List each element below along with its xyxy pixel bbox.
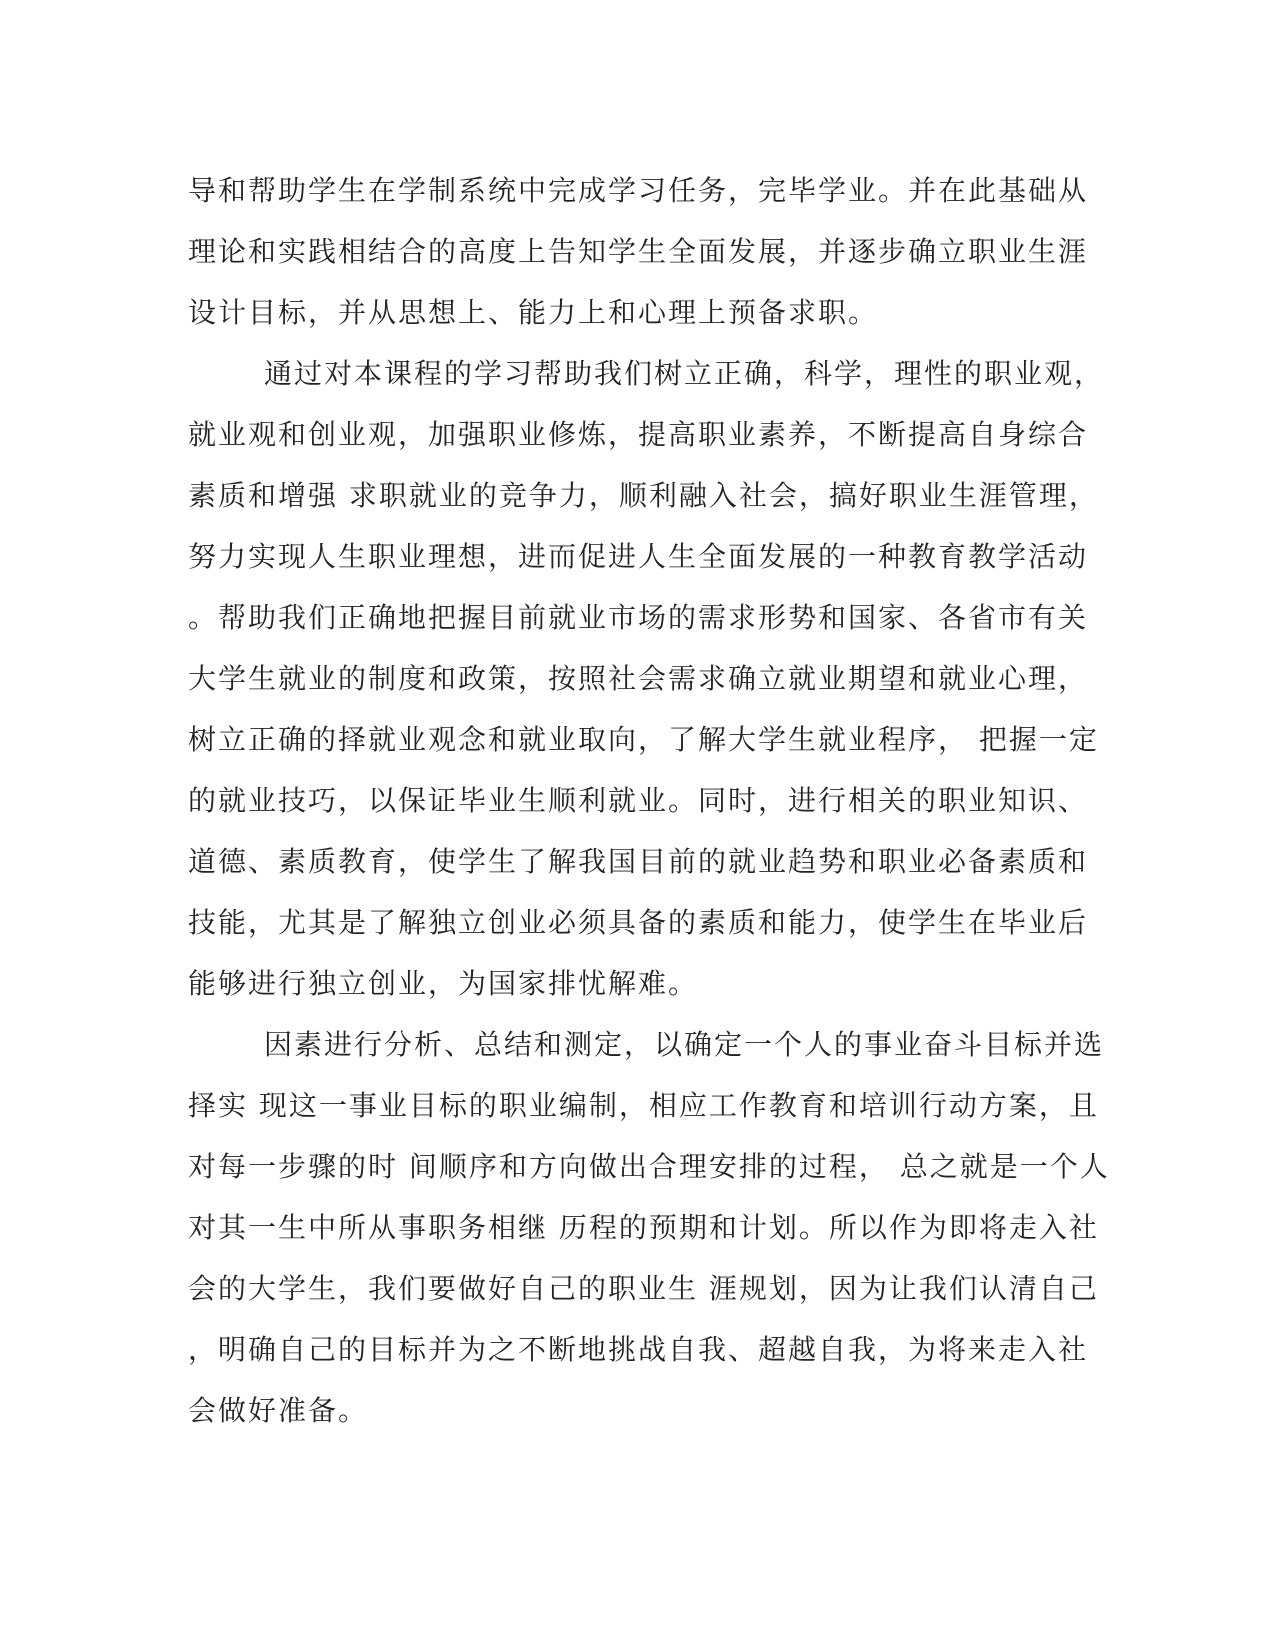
text-line: 对其一生中所从事职务相继 历程的预期和计划。所以作为即将走入社 bbox=[188, 1211, 1099, 1244]
text-line: 设计目标，并从思想上、能力上和心理上预备求职。 bbox=[188, 296, 879, 329]
text-line: 树立正确的择就业观念和就业取向，了解大学生就业程序， 把握一定 bbox=[188, 723, 1099, 756]
paragraph-start-line: 通过对本课程的学习帮助我们树立正确，科学，理性的职业观， bbox=[264, 357, 1105, 390]
text-line: 大学生就业的制度和政策，按照社会需求确立就业期望和就业心理， bbox=[188, 662, 1089, 695]
text-line: 技能，尤其是了解独立创业必须具备的素质和能力，使学生在毕业后 bbox=[188, 906, 1089, 939]
text-line: 对每一步骤的时 间顺序和方向做出合理安排的过程， 总之就是一个人 bbox=[188, 1150, 1110, 1183]
text-line: 道德、素质教育，使学生了解我国目前的就业趋势和职业必备素质和 bbox=[188, 845, 1089, 878]
text-line: 的就业技巧，以保证毕业生顺利就业。同时，进行相关的职业知识、 bbox=[188, 784, 1089, 817]
document-body bbox=[188, 160, 1110, 1441]
text-line: ，明确自己的目标并为之不断地挑战自我、超越自我，为将来走入社 bbox=[188, 1333, 1089, 1366]
text-line: 能够进行独立创业，为国家排忧解难。 bbox=[188, 967, 699, 1000]
text-line: 导和帮助学生在学制系统中完成学习任务，完毕学业。并在此基础从 bbox=[188, 174, 1089, 207]
text-line: 。帮助我们正确地把握目前就业市场的需求形势和国家、各省市有关 bbox=[188, 601, 1089, 634]
text-line: 择实 现这一事业目标的职业编制，相应工作教育和培训行动方案，且 bbox=[188, 1089, 1099, 1122]
paragraph-start-line: 因素进行分析、总结和测定，以确定一个人的事业奋斗目标并选 bbox=[264, 1028, 1105, 1061]
text-line: 努力实现人生职业理想，进而促进人生全面发展的一种教育教学活动 bbox=[188, 540, 1089, 573]
text-line: 素质和增强 求职就业的竞争力，顺利融入社会，搞好职业生涯管理， bbox=[188, 479, 1099, 512]
text-line: 就业观和创业观，加强职业修炼，提高职业素养，不断提高自身综合 bbox=[188, 418, 1089, 451]
text-line: 会做好准备。 bbox=[188, 1394, 369, 1427]
text-line: 理论和实践相结合的高度上告知学生全面发展，并逐步确立职业生涯 bbox=[188, 235, 1089, 268]
text-line: 会的大学生，我们要做好自己的职业生 涯规划，因为让我们认清自己 bbox=[188, 1272, 1099, 1305]
